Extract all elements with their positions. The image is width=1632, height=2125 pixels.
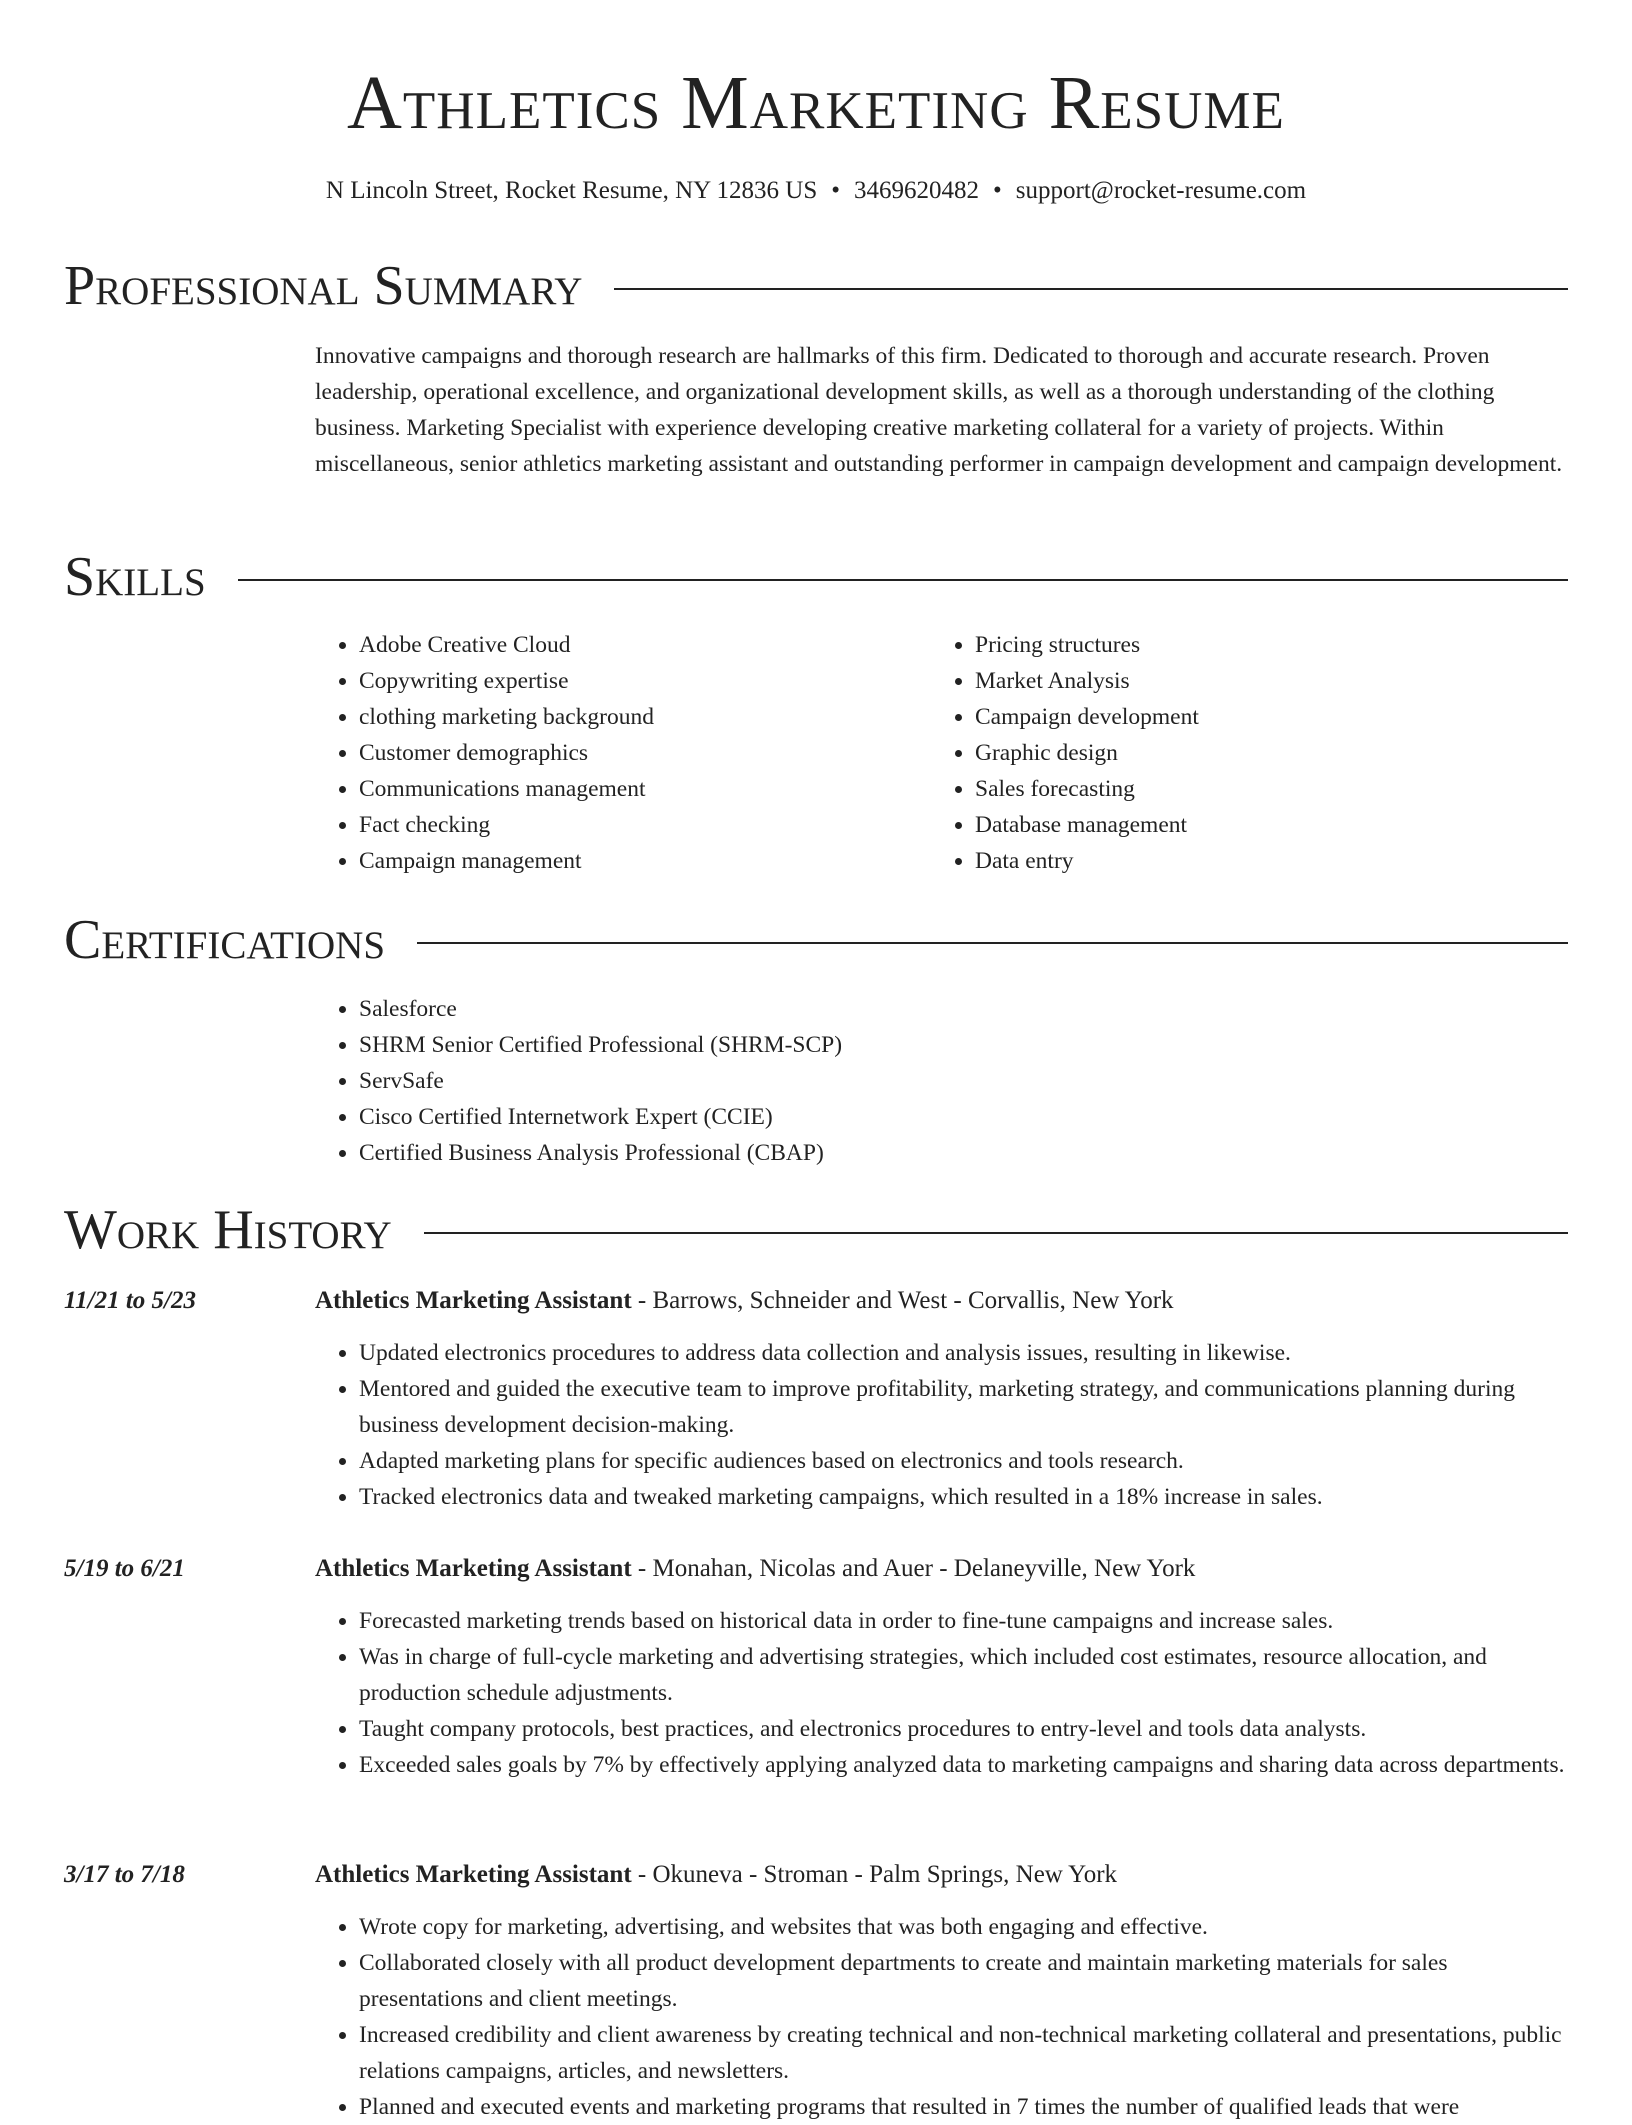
work-history-heading: Work History	[64, 1199, 392, 1261]
skill-item: • Market Analysis	[975, 663, 1547, 699]
skills-column-left	[315, 627, 931, 879]
job-duty-item: • Wrote copy for marketing, advertising, and websites that was both engaging and effective.	[359, 1909, 1568, 1945]
skill-item: • Pricing structures	[975, 627, 1547, 663]
job-duty-item: • Planned and executed events and marketing programs that resulted in 7 times the number of qualified leads that were	[359, 2089, 1568, 2125]
certifications-list	[315, 991, 1568, 1171]
contact-separator: •	[831, 177, 841, 204]
job-header	[64, 1551, 1568, 1587]
certification-item: • SHRM Senior Certified Professional (SHRM-SCP)	[359, 1027, 1568, 1063]
job-entry	[64, 1283, 1568, 1515]
skills-heading: Skills	[64, 546, 206, 608]
job-duty-item: • Collaborated closely with all product development departments to create and maintain marketing materials for sales presentations and client meetings.	[359, 1945, 1568, 2017]
job-title: Athletics Marketing Assistant	[315, 1287, 632, 1314]
certification-item: • Salesforce	[359, 991, 1568, 1027]
job-duties	[315, 1603, 1568, 1783]
job-dates: 3/17 to 7/18	[64, 1861, 185, 1888]
certification-item: • Cisco Certified Internetwork Expert (CCIE)	[359, 1099, 1568, 1135]
job-duties	[315, 1909, 1568, 2125]
certifications-section-header	[64, 908, 1568, 972]
skill-item: • Sales forecasting	[975, 771, 1547, 807]
skill-item: • Data entry	[975, 843, 1547, 879]
section-divider	[614, 288, 1568, 290]
section-divider	[424, 1232, 1568, 1234]
job-duty-item: • Increased credibility and client awareness by creating technical and non-technical marketing collateral and presentations, public relations campaigns, articles, and newsletters.	[359, 2017, 1568, 2089]
job-duty-item: • Taught company protocols, best practices, and electronics procedures to entry-level and tools data analysts.	[359, 1711, 1568, 1747]
contact-line	[0, 174, 1632, 208]
skill-item: • Campaign management	[359, 843, 931, 879]
job-duty-item: • Exceeded sales goals by 7% by effectively applying analyzed data to marketing campaigns and sharing data across departments.	[359, 1747, 1568, 1783]
job-title-line	[315, 1283, 1174, 1319]
skill-item: • clothing marketing background	[359, 699, 931, 735]
summary-text: Innovative campaigns and thorough research are hallmarks of this firm. Dedicated to thorough and accurate research. Proven leadership, operational excellence, and organizational development skills, as well as a thorough understanding of the clothing business. Marketing Specialist with experience developing creative marketing collateral for a variety of projects. Within miscellaneous, senior athletics marketing assistant and outstanding performer in campaign development and campaign development.	[315, 343, 1563, 477]
job-entry	[64, 1551, 1568, 1783]
job-entry	[64, 1857, 1568, 2125]
resume-title: Athletics Marketing Resume	[347, 61, 1285, 145]
skill-item: • Database management	[975, 807, 1547, 843]
skill-item: • Customer demographics	[359, 735, 931, 771]
job-title: Athletics Marketing Assistant	[315, 1861, 632, 1888]
job-company: - Barrows, Schneider and West - Corvallis, New York	[631, 1287, 1174, 1314]
skill-item: • Communications management	[359, 771, 931, 807]
job-duty-item: • Was in charge of full-cycle marketing and advertising strategies, which included cost estimates, resource allocation, and production schedule adjustments.	[359, 1639, 1568, 1711]
skill-item: • Adobe Creative Cloud	[359, 627, 931, 663]
job-dates: 5/19 to 6/21	[64, 1555, 185, 1582]
work-history-section-header	[64, 1198, 1568, 1262]
job-company: - Monahan, Nicolas and Auer - Delaneyville, New York	[631, 1555, 1196, 1582]
summary-heading: Professional Summary	[64, 255, 583, 317]
skill-item: • Fact checking	[359, 807, 931, 843]
section-divider	[417, 942, 1568, 944]
contact-address: N Lincoln Street, Rocket Resume, NY 12836 US	[325, 177, 818, 204]
job-dates: 11/21 to 5/23	[64, 1287, 196, 1314]
contact-email: support@rocket-resume.com	[1015, 177, 1307, 204]
job-duty-item: • Adapted marketing plans for specific audiences based on electronics and tools research.	[359, 1443, 1568, 1479]
skill-item: • Campaign development	[975, 699, 1547, 735]
job-company: - Okuneva - Stroman - Palm Springs, New York	[631, 1861, 1118, 1888]
section-divider	[238, 579, 1568, 581]
contact-separator: •	[993, 177, 1002, 204]
job-duty-item: • Tracked electronics data and tweaked marketing campaigns, which resulted in a 18% increase in sales.	[359, 1479, 1568, 1515]
skills-list	[315, 627, 1568, 879]
certification-item: • ServSafe	[359, 1063, 1568, 1099]
job-duty-item: • Mentored and guided the executive team to improve profitability, marketing strategy, and communications planning during business development decision-making.	[359, 1371, 1568, 1443]
contact-phone: 3469620482	[854, 177, 980, 204]
certification-item: • Certified Business Analysis Professional (CBAP)	[359, 1135, 1568, 1171]
job-duty-item: • Forecasted marketing trends based on historical data in order to fine-tune campaigns and increase sales.	[359, 1603, 1568, 1639]
job-title-line	[315, 1857, 1117, 1893]
job-header	[64, 1283, 1568, 1319]
skills-section-header	[64, 545, 1568, 609]
skills-column-right	[931, 627, 1547, 879]
job-title: Athletics Marketing Assistant	[315, 1555, 632, 1582]
skill-item: • Copywriting expertise	[359, 663, 931, 699]
certifications-heading: Certifications	[64, 909, 386, 971]
skill-item: • Graphic design	[975, 735, 1547, 771]
job-duties	[315, 1335, 1568, 1515]
job-title-line	[315, 1551, 1195, 1587]
job-header	[64, 1857, 1568, 1893]
summary-section-header	[64, 254, 1568, 318]
job-duty-item: • Updated electronics procedures to address data collection and analysis issues, resulting in likewise.	[359, 1335, 1568, 1371]
